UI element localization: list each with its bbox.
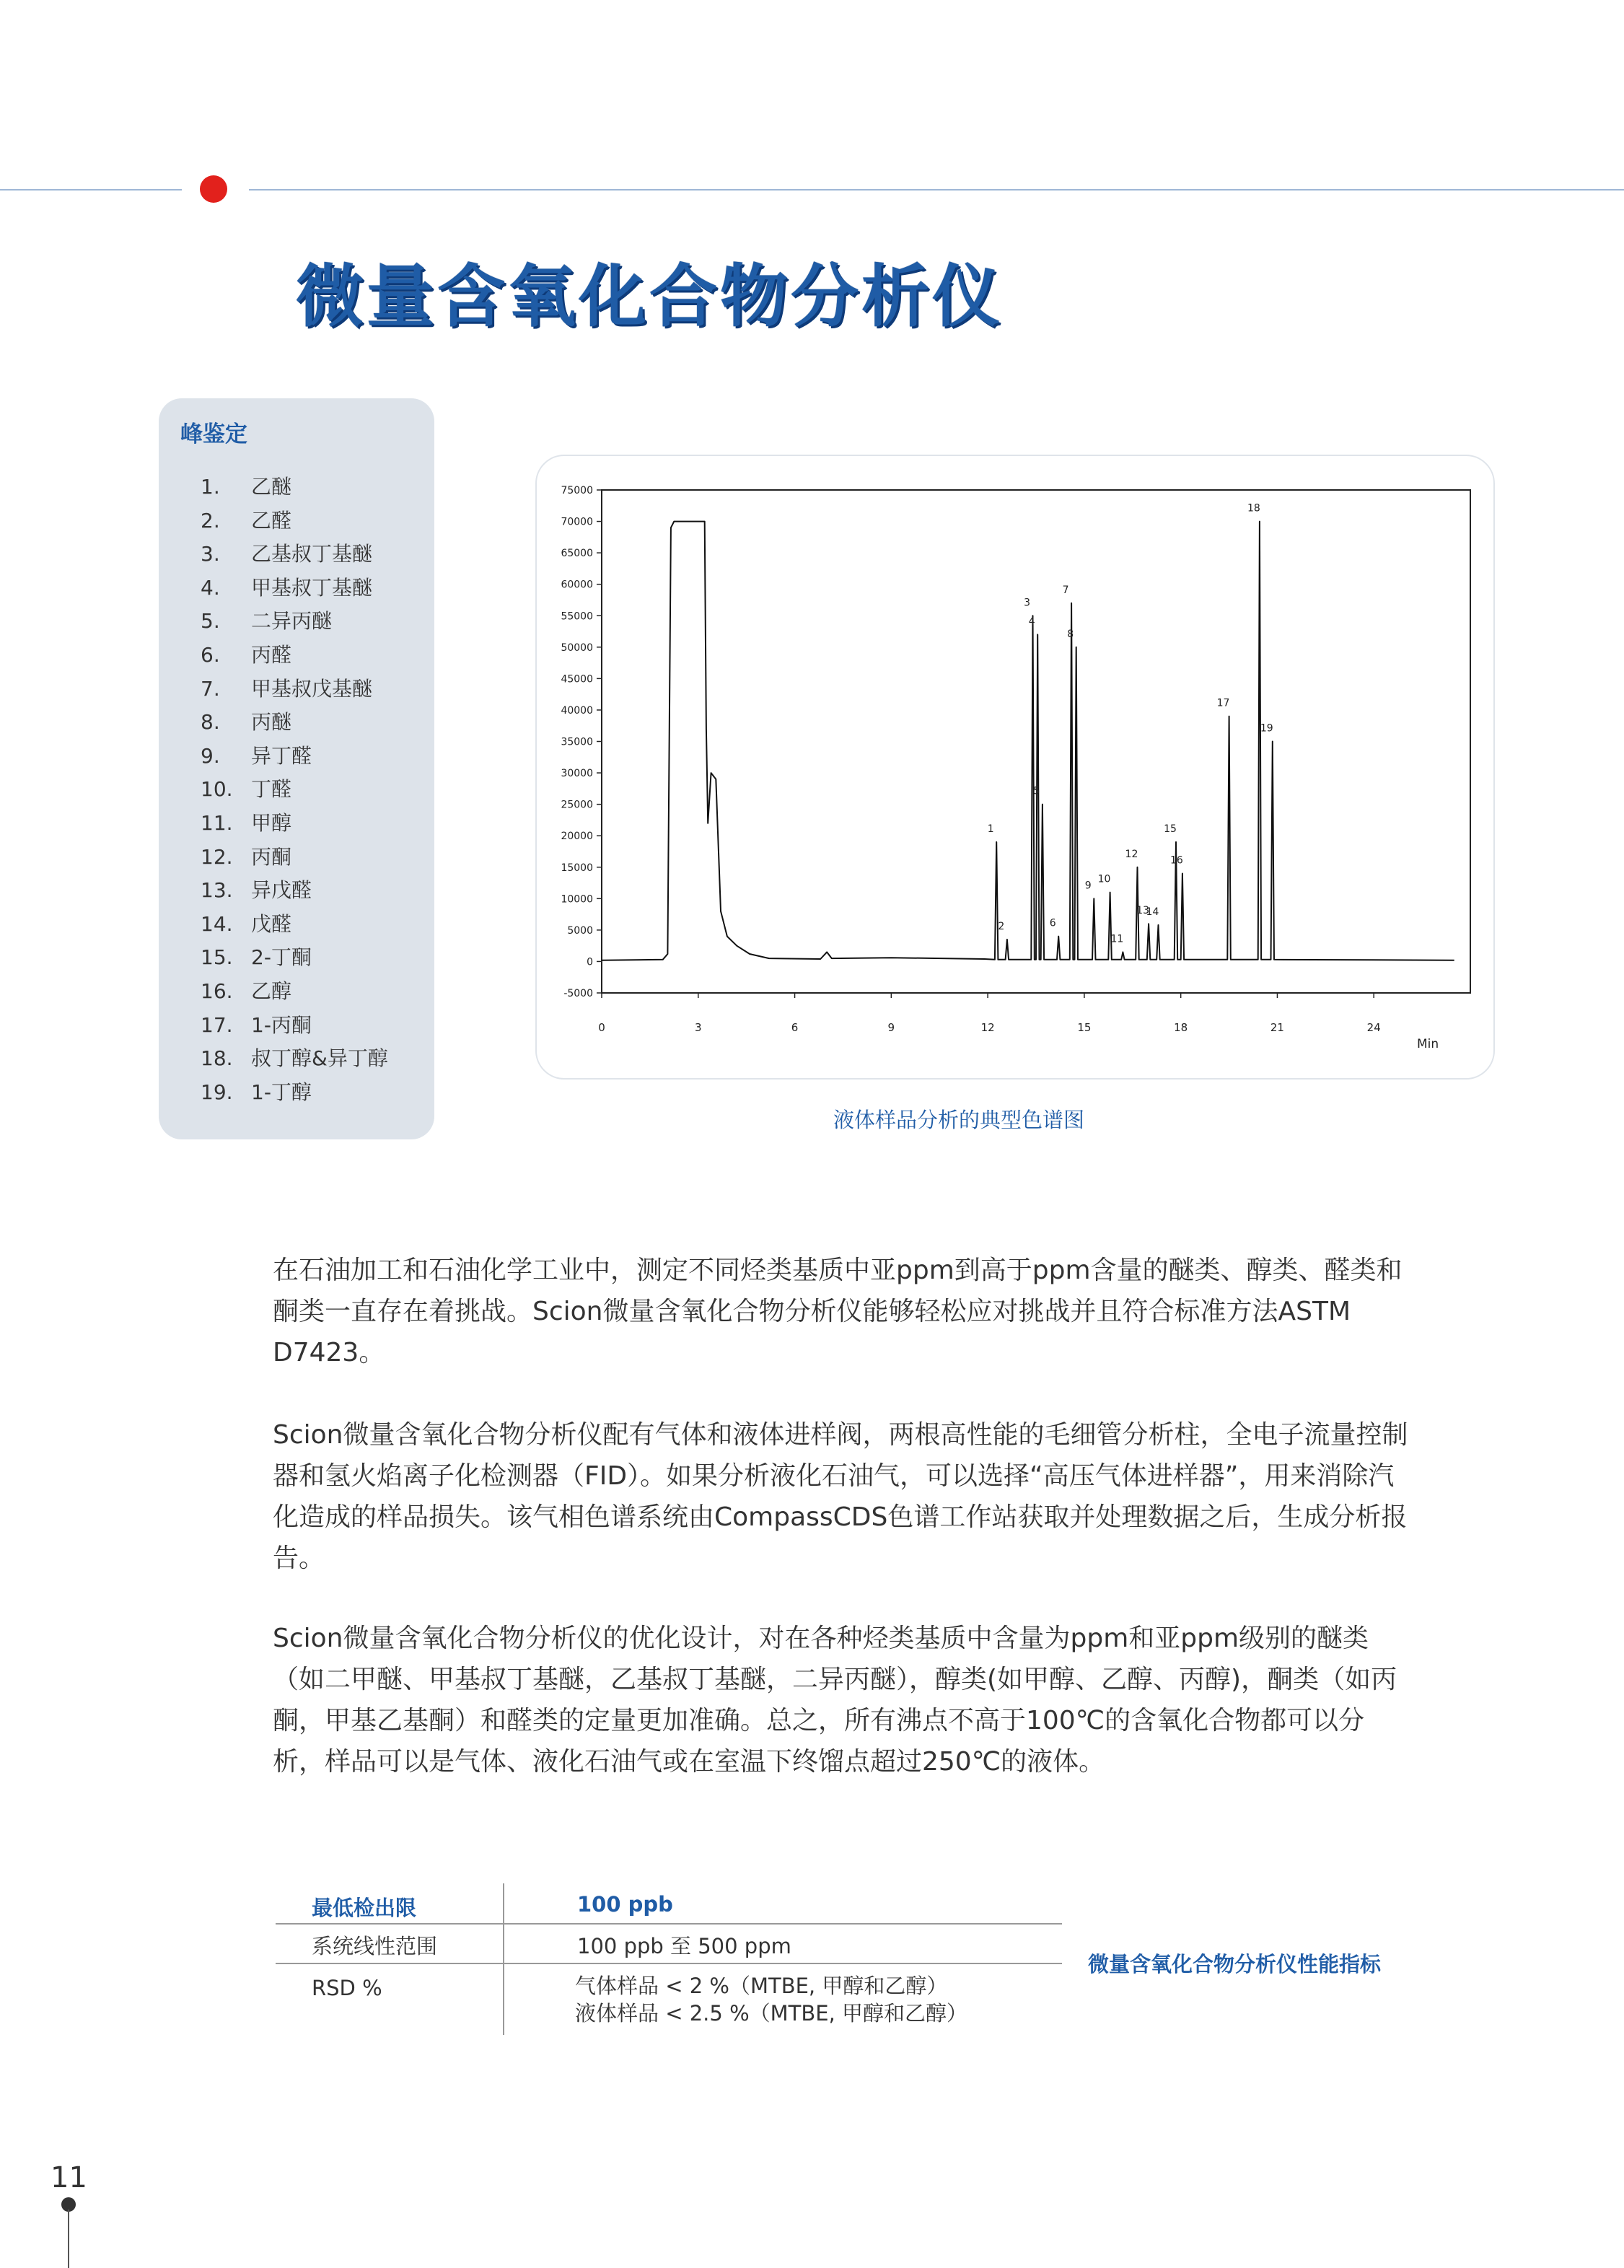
y-tick-label: 50000	[561, 642, 593, 654]
peak-item	[201, 538, 388, 572]
peak-number: 17.	[201, 1012, 233, 1037]
peak-compound-name: 乙基叔丁基醚	[251, 542, 373, 566]
peak-item	[201, 706, 388, 740]
peak-item	[201, 1042, 388, 1076]
peak-label: 5	[1033, 785, 1040, 797]
peak-label: 14	[1146, 906, 1159, 918]
spec-value-detection-limit: 100 ppb	[577, 1892, 673, 1917]
peak-item	[201, 470, 388, 504]
peak-compound-name: 2-丁酮	[251, 945, 312, 970]
header-rule-right	[249, 189, 1624, 191]
y-tick-label: 25000	[561, 799, 593, 811]
x-tick-label: 15	[1077, 1021, 1092, 1034]
peak-number: 7.	[201, 676, 220, 701]
peak-panel-heading: 峰鉴定	[180, 421, 247, 447]
peak-compound-name: 1-丙酮	[251, 1012, 312, 1037]
y-tick-label: -5000	[563, 988, 593, 999]
y-tick-label: 15000	[561, 862, 593, 874]
peak-compound-name: 甲基叔丁基醚	[251, 575, 373, 600]
peak-number: 2.	[201, 508, 220, 533]
y-tick-label: 55000	[561, 610, 593, 623]
peak-number: 13.	[201, 878, 233, 903]
paragraph-intro: 在石油加工和石油化学工业中，测定不同烃类基质中亚ppm到高于ppm含量的醚类、醇类、醛类和酮类一直存在着挑战。Scion微量含氧化合物分析仪能够轻松应对挑战并且符合标准方法ASTM D7423。	[273, 1256, 1403, 1367]
peak-compound-name: 异戊醛	[251, 878, 312, 903]
peak-item	[201, 841, 388, 875]
chromatogram-chart	[537, 456, 1493, 1078]
peak-number: 10.	[201, 777, 233, 802]
peak-item	[201, 673, 388, 706]
x-tick-label: 12	[980, 1021, 995, 1034]
spec-label-linear-range: 系统线性范围	[312, 1934, 438, 1958]
peak-compound-name: 丙酮	[251, 844, 292, 869]
spec-label-rsd: RSD %	[312, 1976, 382, 2000]
spec-value-rsd-gas: 气体样品 < 2 %（MTBE, 甲醇和乙醇）	[575, 1974, 948, 1998]
y-tick-label: 0	[587, 956, 593, 968]
chromatogram-frame	[535, 455, 1495, 1080]
peak-label: 9	[1084, 880, 1092, 892]
x-tick-label: 21	[1270, 1021, 1284, 1034]
peak-list	[201, 470, 388, 1109]
peak-compound-name: 乙醚	[251, 475, 292, 499]
peak-compound-name: 甲醇	[251, 810, 292, 835]
x-tick-label: 24	[1366, 1021, 1381, 1034]
peak-label: 15	[1164, 823, 1177, 835]
peak-number: 14.	[201, 911, 233, 936]
peak-item	[201, 740, 388, 774]
spec-value-linear-range: 100 ppb 至 500 ppm	[577, 1934, 791, 1958]
peak-label: 19	[1260, 722, 1273, 735]
x-axis-label: Min	[1417, 1037, 1439, 1051]
paragraph-configuration: Scion微量含氧化合物分析仪配有气体和液体进样阀，两根高性能的毛细管分析柱，全电子流量控制器和氢火焰离子化检测器（FID）。如果分析液化石油气，可以选择“高压气体进样器”，用来消除汽化造成的样品损失。该气相色谱系统由CompassCDS色谱工作站获取并处理数据之后，生成分析报告。	[273, 1420, 1408, 1573]
peak-number: 4.	[201, 575, 220, 600]
header-red-dot	[200, 175, 227, 203]
peak-label: 7	[1062, 584, 1069, 596]
page-number-rule	[68, 2210, 69, 2268]
peak-item	[201, 605, 388, 639]
peak-compound-name: 1-丁醇	[251, 1080, 312, 1104]
spec-table-caption: 微量含氧化合物分析仪性能指标	[1088, 1952, 1382, 1976]
peak-number: 18.	[201, 1046, 233, 1071]
peak-item	[201, 1076, 388, 1110]
x-tick-label: 18	[1174, 1021, 1188, 1034]
y-tick-label: 70000	[561, 516, 593, 528]
table-divider	[276, 1923, 1062, 1925]
peak-compound-name: 乙醛	[251, 508, 292, 533]
y-tick-label: 60000	[561, 579, 593, 591]
y-tick-label: 45000	[561, 673, 593, 686]
table-divider	[276, 1963, 1062, 1964]
y-tick-label: 65000	[561, 548, 593, 560]
peak-compound-name: 甲基叔戊基醚	[251, 676, 373, 701]
peak-compound-name: 戊醛	[251, 911, 292, 936]
peak-number: 1.	[201, 475, 220, 499]
peak-number: 11.	[201, 810, 233, 835]
peak-item	[201, 908, 388, 942]
peak-number: 9.	[201, 743, 220, 768]
peak-label: 4	[1028, 616, 1035, 628]
header-rule-left	[0, 189, 182, 191]
peak-label: 18	[1247, 502, 1260, 515]
y-tick-label: 40000	[561, 704, 593, 717]
peak-label: 1	[987, 823, 994, 835]
peak-item	[201, 773, 388, 807]
peak-item	[201, 807, 388, 841]
peak-label: 16	[1169, 854, 1183, 867]
peak-number: 8.	[201, 710, 220, 735]
x-tick-label: 0	[598, 1021, 605, 1034]
x-tick-label: 9	[887, 1021, 895, 1034]
y-tick-label: 75000	[561, 485, 593, 496]
page-number: 11	[51, 2161, 87, 2194]
chart-caption: 液体样品分析的典型色谱图	[833, 1108, 1085, 1132]
peak-compound-name: 丙醛	[251, 642, 292, 667]
y-tick-label: 30000	[561, 768, 593, 780]
peak-label: 2	[998, 920, 1005, 932]
peak-compound-name: 二异丙醚	[251, 609, 333, 634]
peak-number: 5.	[201, 609, 220, 634]
peak-number: 12.	[201, 844, 233, 869]
x-tick-label: 6	[791, 1021, 799, 1034]
y-tick-label: 35000	[561, 736, 593, 748]
peak-compound-name: 丁醛	[251, 777, 292, 802]
peak-item	[201, 1009, 388, 1043]
peak-label: 17	[1216, 697, 1230, 709]
peak-compound-name: 乙醇	[251, 978, 292, 1003]
peak-number: 15.	[201, 945, 233, 970]
peak-number: 16.	[201, 978, 233, 1003]
peak-label: 8	[1067, 628, 1074, 640]
peak-label: 12	[1125, 848, 1138, 860]
peak-compound-name: 丙醚	[251, 710, 292, 735]
peak-number: 19.	[201, 1080, 233, 1104]
peak-item	[201, 572, 388, 605]
peak-identification-panel	[159, 398, 434, 1139]
x-tick-label: 3	[695, 1021, 702, 1034]
peak-label: 11	[1110, 933, 1124, 945]
peak-compound-name: 叔丁醇&异丁醇	[251, 1046, 388, 1071]
peak-label: 13	[1136, 905, 1149, 917]
table-divider-vertical	[503, 1883, 504, 2035]
peak-label: 3	[1024, 597, 1031, 609]
peak-item	[201, 941, 388, 975]
performance-spec-table	[276, 1883, 1062, 2035]
y-tick-label: 20000	[561, 831, 593, 843]
peak-item	[201, 639, 388, 673]
peak-label: 6	[1049, 917, 1056, 929]
chromatogram-trace	[602, 522, 1454, 960]
peak-item	[201, 975, 388, 1009]
peak-item	[201, 874, 388, 908]
spec-label-detection-limit: 最低检出限	[312, 1896, 417, 1920]
peak-number: 3.	[201, 542, 220, 566]
peak-item	[201, 504, 388, 538]
y-tick-label: 10000	[561, 893, 593, 906]
peak-compound-name: 异丁醛	[251, 743, 312, 768]
page-title: 微量含氧化合物分析仪	[296, 258, 1004, 336]
peak-label: 10	[1097, 873, 1111, 885]
peak-number: 6.	[201, 642, 220, 667]
paragraph-design: Scion微量含氧化合物分析仪的优化设计，对在各种烃类基质中含量为ppm和亚ppm级别的醚类（如二甲醚、甲基叔丁基醚，乙基叔丁基醚，二异丙醚），醇类(如甲醇、乙醇、丙醇)，酮类（如丙酮，甲基乙基酮）和醛类的定量更加准确。总之，所有沸点不高于100℃的含氧化合物都可以分析，样品可以是气体、液化石油气或在室温下终馏点超过250℃的液体。	[273, 1624, 1397, 1777]
spec-value-rsd-liquid: 液体样品 < 2.5 %（MTBE, 甲醇和乙醇）	[575, 2001, 968, 2026]
y-tick-label: 5000	[567, 924, 593, 937]
